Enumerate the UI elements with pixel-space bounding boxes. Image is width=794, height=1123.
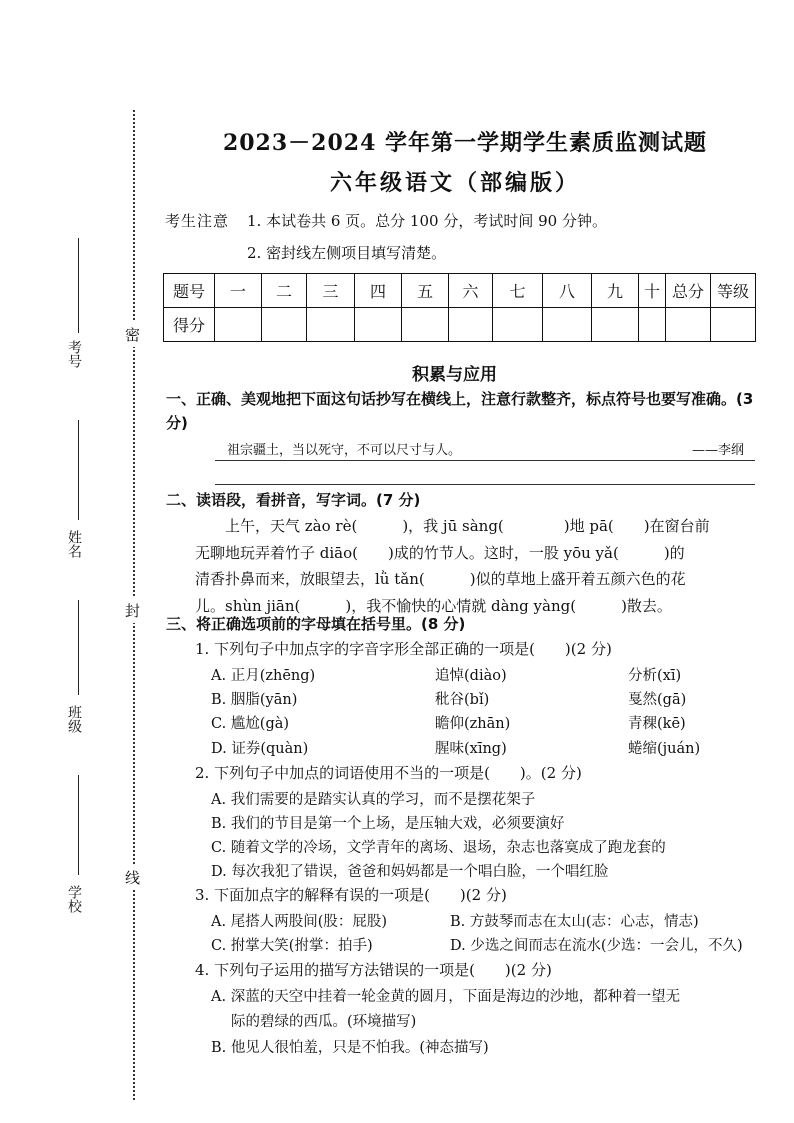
header-cell: 一	[215, 274, 262, 308]
q3-1-option-d: 蜷缩(juán)	[628, 741, 701, 757]
q2-line: 上午，天气 zào rè( )，我 jū sàng( )地 pā( )在窗台前	[225, 517, 710, 535]
q3-1-option-c: 青稞(kē)	[628, 716, 686, 732]
score-table-score-row	[164, 308, 756, 342]
score-cell[interactable]	[402, 308, 449, 342]
q3-4-option-b: B. 他见人很怕羞，只是不怕我。(神态描写)	[211, 1040, 489, 1056]
q3-2-option-c: C. 随着文学的冷场，文学青年的离场、退场，杂志也落寞成了跑龙套的	[211, 840, 666, 856]
notes-label: 考生注意	[165, 212, 230, 230]
examno-label: 考号	[66, 340, 82, 368]
name-label: 姓名	[66, 530, 82, 558]
q2-line: 清香扑鼻而来，放眼望去，lǜ tǎn( )似的草地上盛开着五颜六色的花	[195, 570, 686, 588]
class-field[interactable]	[78, 600, 79, 695]
header-cell: 十	[639, 274, 666, 308]
q3-1-option-c: 瞻仰(zhān)	[435, 716, 511, 732]
q3-3-option-d: D. 少选之间而志在流水(少选：一会儿，不久)	[450, 938, 743, 954]
q3-3-option-c: C. 拊掌大笑(拊掌：拍手)	[211, 938, 373, 954]
q2-line: 无聊地玩弄着竹子 diāo( )成的竹节人。这时，一股 yōu yǎ( )的	[195, 543, 685, 562]
note-2: 2. 密封线左侧项目填写清楚。	[247, 244, 447, 262]
score-cell[interactable]	[592, 308, 639, 342]
score-cell[interactable]	[307, 308, 355, 342]
seal-mark-feng: 封	[125, 598, 140, 623]
q2-title: 二、读语段，看拼音，写字词。(7 分)	[166, 491, 421, 509]
header-cell: 总分	[666, 274, 711, 308]
score-cell[interactable]	[355, 308, 402, 342]
q3-4-stem: 4. 下列句子运用的描写方法错误的一项是( )(2 分)	[195, 961, 552, 979]
q2-passage	[195, 513, 765, 619]
exam-title: 2023－2024 学年第一学期学生素质监测试题	[222, 130, 708, 156]
q1-title: 一、正确、美观地把下面这句话抄写在横线上，注意行款整齐，标点符号也要写准确。(3 分)	[166, 390, 754, 432]
note-1: 1. 本试卷共 6 页。总分 100 分，考试时间 90 分钟。	[247, 212, 607, 230]
header-cell: 四	[355, 274, 402, 308]
q3-1-option-c: C. 尴尬(gà)	[211, 716, 290, 732]
header-cell: 五	[402, 274, 449, 308]
score-cell[interactable]	[215, 308, 262, 342]
q3-4-option-a-cont: 际的碧绿的西瓜。(环境描写)	[231, 1014, 417, 1030]
score-cell[interactable]	[666, 308, 711, 342]
q3-3-option-b: B. 方鼓琴而志在太山(志：心志，情志)	[450, 914, 699, 930]
header-cell: 三	[307, 274, 355, 308]
q3-1-option-a: 追悼(diào)	[435, 668, 507, 684]
q3-3-stem: 3. 下面加点字的解释有误的一项是( )(2 分)	[195, 886, 507, 904]
examno-field[interactable]	[78, 238, 79, 333]
school-field[interactable]	[78, 775, 79, 875]
q3-1-option-d: D. 证券(quàn)	[211, 741, 309, 757]
score-row-label: 得分	[164, 308, 215, 342]
q3-1-stem: 1. 下列句子中加点字的字音字形全部正确的一项是( )(2 分)	[195, 640, 612, 658]
header-cell: 六	[449, 274, 493, 308]
header-cell: 等级	[711, 274, 756, 308]
q1-writing-line[interactable]	[215, 460, 755, 461]
score-cell[interactable]	[711, 308, 756, 342]
q3-3-option-a: A. 尾搭人两股间(股：屁股)	[211, 914, 388, 930]
q3-2-option-b: B. 我们的节目是第一个上场，是压轴大戏，必须要演好	[211, 816, 565, 832]
q3-2-stem: 2. 下列句子中加点的词语使用不当的一项是( )。(2 分)	[195, 764, 582, 782]
class-label: 班级	[66, 705, 82, 733]
score-table-header-row	[164, 274, 756, 308]
q3-1-option-a: 分析(xī)	[628, 668, 682, 684]
score-cell[interactable]	[493, 308, 543, 342]
school-label: 学校	[66, 885, 82, 913]
score-table	[163, 273, 756, 342]
q3-title: 三、将正确选项前的字母填在括号里。(8 分)	[166, 615, 466, 633]
score-cell[interactable]	[639, 308, 666, 342]
q1-quote: 祖宗疆土，当以死守，不可以尺寸与人。	[227, 443, 462, 458]
q3-1-option-b: B. 胭脂(yān)	[211, 692, 298, 708]
header-cell: 七	[493, 274, 543, 308]
q3-1-option-b: 秕谷(bǐ)	[435, 692, 490, 708]
q3-2-option-d: D. 每次我犯了错误，爸爸和妈妈都是一个唱白脸，一个唱红脸	[211, 864, 609, 880]
name-field[interactable]	[78, 420, 79, 520]
header-cell: 九	[592, 274, 639, 308]
q3-4-option-a: A. 深蓝的天空中挂着一轮金黄的圆月，下面是海边的沙地，都种着一望无	[211, 989, 681, 1005]
score-cell[interactable]	[449, 308, 493, 342]
header-cell: 题号	[164, 274, 215, 308]
score-cell[interactable]	[543, 308, 592, 342]
exam-subtitle: 六年级语文（部编版）	[330, 170, 581, 196]
q1-writing-line[interactable]	[215, 484, 755, 485]
q2-line: 儿。shùn jiān( )，我不愉快的心情就 dàng yàng( )散去。	[195, 596, 672, 615]
seal-mark-xian: 线	[125, 865, 140, 890]
score-cell[interactable]	[262, 308, 307, 342]
q3-1-option-d: 腥味(xīng)	[435, 741, 507, 757]
section-title: 积累与应用	[412, 365, 497, 385]
q3-1-option-a: A. 正月(zhēng)	[211, 668, 316, 684]
q1-author: ——李纲	[692, 443, 745, 458]
seal-mark-mi: 密	[125, 322, 140, 347]
header-cell: 八	[543, 274, 592, 308]
header-cell: 二	[262, 274, 307, 308]
q3-1-option-b: 戛然(gā)	[628, 692, 687, 708]
q3-2-option-a: A. 我们需要的是踏实认真的学习，而不是摆花架子	[211, 792, 536, 808]
